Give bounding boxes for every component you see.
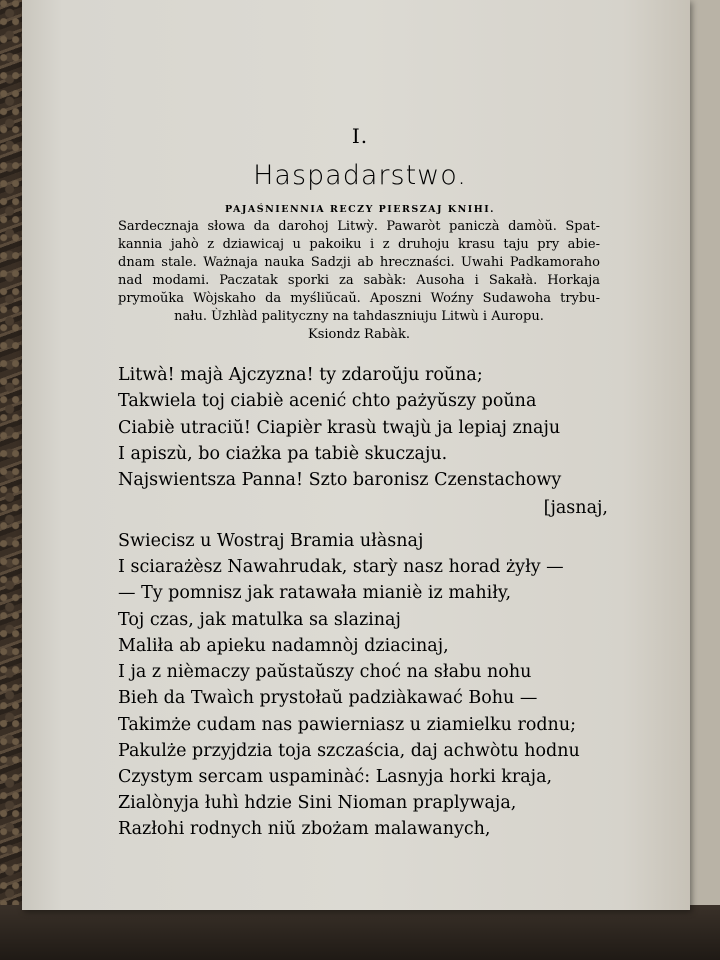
verse-line: Ciabiè utraciŭ! Ciapièr krasù twajù ja lepiaj znaju xyxy=(118,418,561,438)
chapter-summary xyxy=(118,218,600,344)
chapter-number: I. xyxy=(351,124,369,148)
summary-line: dnam stale. Ważnaja nauka Sadzji ab hrecznaści. Uwahi Padkamoraho xyxy=(118,255,600,270)
summary-line: prymoŭka Wòjskaho da myśliŭcaŭ. Aposzni Woźny Sudawoha trybu- xyxy=(118,291,600,306)
verse-line: Takimże cudam nas pawierniasz u ziamielku rodnu; xyxy=(118,715,576,735)
summary-line: Sardecznaja słowa da darohoj Litwỳ. Pawaròt paniczà damòŭ. Spat- xyxy=(118,219,600,234)
summary-line: kannia jahò z dziawicaj u pakoiku i z druhoju krasu taju pry abie- xyxy=(118,237,600,252)
verse-line: Maliła ab apieku nadamnòj dziacinaj, xyxy=(118,636,449,656)
verse-line: Toj czas, jak matulka sa slazinaj xyxy=(118,610,401,630)
verse-line: Zialònyja łuhì hdzie Sini Nioman praplywaja, xyxy=(118,793,517,813)
verse-line: — Ty pomnisz jak ratawała mianiè iz mahiły, xyxy=(118,583,512,603)
verse-line: Czystym sercam uspaminàć: Lasnyja horki kraja, xyxy=(118,767,553,787)
verse-line: I sciarażèsz Nawahrudak, starỳ nasz horad żyły — xyxy=(118,557,564,577)
summary-line: nad modami. Paczatak sporki za sabàk: Ausoha i Sakałà. Horkaja xyxy=(118,273,600,288)
summary-heading: PAJAŚNIENNIA RECZY PIERSZAJ KNIHI. xyxy=(225,204,495,215)
table-surface xyxy=(0,905,720,960)
verse-line: Bieh da Twaìch prystołaŭ padziàkawać Bohu — xyxy=(118,688,538,708)
chapter-title: Haspadarstwo. xyxy=(253,160,467,191)
verse-line: Pakulże przyjdzia toja szczaścia, daj achwòtu hodnu xyxy=(118,741,580,761)
verse-line: Litwà! majà Ajczyzna! ty zdaroŭju roŭna; xyxy=(118,365,483,385)
verse-line: Takwiela toj ciabiè acenić chto pażyŭszy poŭna xyxy=(118,391,537,411)
verse-line: Najswientsza Panna! Szto baronisz Czenstachowy xyxy=(118,470,562,490)
verse-line: I apiszù, bo ciażka pa tabiè skuczaju. xyxy=(118,444,448,464)
verse-line: Razłohi rodnych niŭ zbożam malawanych, xyxy=(118,819,491,839)
verse-line-continuation: [jasnaj, xyxy=(543,498,608,518)
summary-line: nału. Ùzhlàd palityczny na tahdaszniuju Litwù i Auropu. xyxy=(174,309,544,324)
verse-line: Swiecisz u Wostraj Bramia ułàsnaj xyxy=(118,531,424,551)
verse-line: I ja z nièmaczy paŭstaŭszy choć na słabu nohu xyxy=(118,662,532,682)
summary-line: Ksiondz Rabàk. xyxy=(308,327,410,342)
